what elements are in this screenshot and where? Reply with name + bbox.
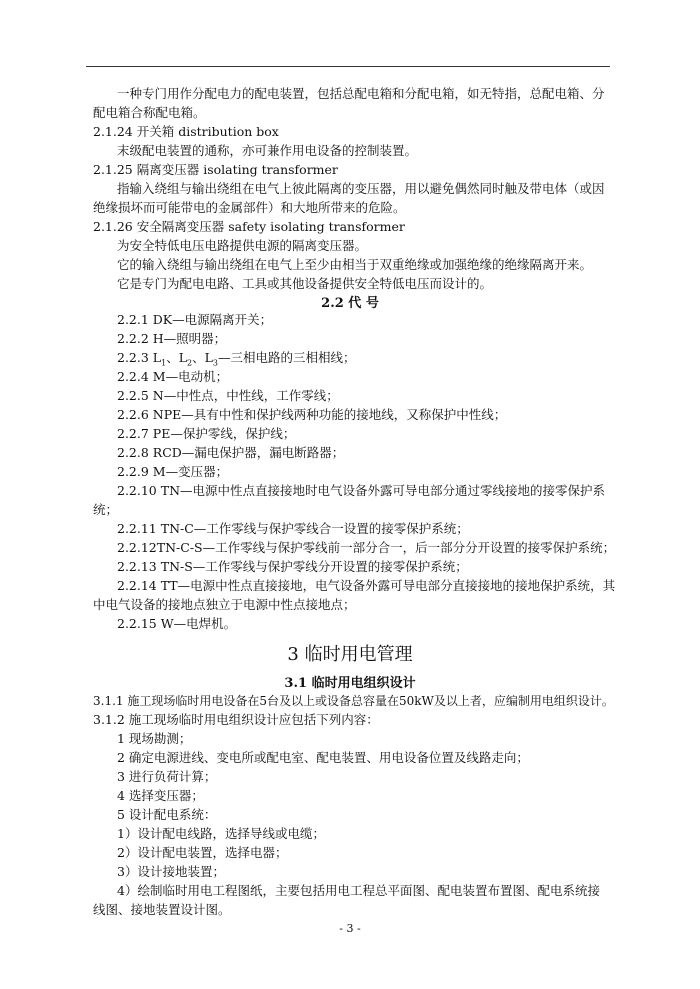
sub-list-item: 2）设计配电装置，选择电器； [117, 845, 288, 860]
code-item: 2.2.2 H—照明器； [117, 331, 227, 346]
list-item: 4 选择变压器； [117, 788, 204, 803]
clause-text: 3.1.2 施工现场临时用电组织设计应包括下列内容： [93, 712, 379, 727]
list-item: 2 确定电源进线、变电所或配电室、配电装置、用电设备位置及线路走向； [117, 750, 529, 765]
code-item: 2.2.7 PE—保护零线，保护线； [117, 426, 296, 441]
code-item: 2.2.15 W—电焊机。 [117, 616, 237, 631]
list-item: 5 设计配电系统： [117, 807, 217, 822]
text-line: 一种专门用作分配电力的配电装置，包括总配电箱和分配电箱，如无特指，总配电箱、分 [117, 86, 605, 101]
code-item: 2.2.10 TN—电源中性点直接接地时电气设备外露可导电部分通过零线接地的接零保护系 [117, 483, 606, 498]
header-rule [86, 66, 610, 67]
clause-heading: 2.1.26 安全隔离变压器 safety isolating transformer [93, 219, 405, 234]
code-item: 2.2.5 N—中性点，中性线，工作零线； [117, 388, 339, 403]
text-line: 指输入绕组与输出绕组在电气上彼此隔离的变压器，用以避免偶然同时触及带电体（或因 [117, 181, 605, 196]
code-item: 2.2.1 DK—电源隔离开关； [117, 312, 273, 327]
text-line: 线图、接地装置设计图。 [93, 902, 231, 917]
text-line: 它是专门为配电电路、工具或其他设备提供安全特低电压而设计的。 [117, 276, 493, 291]
code-item: 2.2.8 RCD—漏电保护器，漏电断路器； [117, 445, 345, 460]
clause-heading: 2.1.25 隔离变压器 isolating transformer [93, 162, 338, 177]
clause-heading: 2.1.24 开关箱 distribution box [93, 124, 279, 139]
code-item: 2.2.6 NPE—具有中性和保护线两种功能的接地线，又称保护中性线； [117, 407, 507, 422]
code-item: 2.2.3 $L_1$、$L_2$、$L_3—$三相电路的三相相线； [117, 350, 356, 368]
code-item: 2.2.13 TN-S—工作零线与保护零线分开设置的接零保护系统； [117, 559, 468, 574]
text-line: 配电箱合称配电箱。 [93, 105, 206, 120]
text-line: 绝缘损坏而可能带电的金属部件）和大地所带来的危险。 [93, 200, 406, 215]
list-item: 3 进行负荷计算； [117, 769, 217, 784]
chapter-heading: 3 临时用电管理 [287, 644, 413, 665]
code-item: 2.2.11 TN-C—工作零线与保护零线合一设置的接零保护系统； [117, 521, 469, 536]
sub-list-item: 3）设计接地装置； [117, 864, 225, 879]
section-heading: 2.2 代 号 [321, 296, 379, 311]
code-item: 2.2.12TN-C-S—工作零线与保护零线前一部分合一，后一部分分开设置的接零保护系统； [117, 540, 616, 555]
section-heading: 3.1 临时用电组织设计 [284, 676, 416, 691]
text-line: 它的输入绕组与输出绕组在电气上至少由相当于双重绝缘或加强绝缘的绝缘隔离开来。 [117, 257, 593, 272]
code-item: 2.2.14 TT—电源中性点直接接地，电气设备外露可导电部分直接接地的接地保护系统，其 [117, 578, 616, 593]
text-line: 统； [93, 502, 119, 517]
page-number: - 3 - [339, 922, 361, 935]
sub-list-item: 4）绘制临时用电工程图纸，主要包括用电工程总平面图、配电装置布置图、配电系统接 [117, 883, 600, 898]
list-item: 1 现场勘测； [117, 731, 192, 746]
text-line: 为安全特低电压电路提供电源的隔离变压器。 [117, 238, 368, 253]
sub-list-item: 1）设计配电线路，选择导线或电缆； [117, 826, 325, 841]
code-item: 2.2.9 M—变压器； [117, 464, 229, 479]
code-item: 2.2.4 M—电动机； [117, 369, 229, 384]
text-line: 中电气设备的接地点独立于电源中性点接地点； [93, 597, 356, 612]
text-line: 末级配电装置的通称，亦可兼作用电设备的控制装置。 [117, 143, 418, 158]
clause-text: 3.1.1 施工现场临时用电设备在5台及以上或设备总容量在50kW及以上者，应编制用电组织设计。 [93, 694, 614, 708]
